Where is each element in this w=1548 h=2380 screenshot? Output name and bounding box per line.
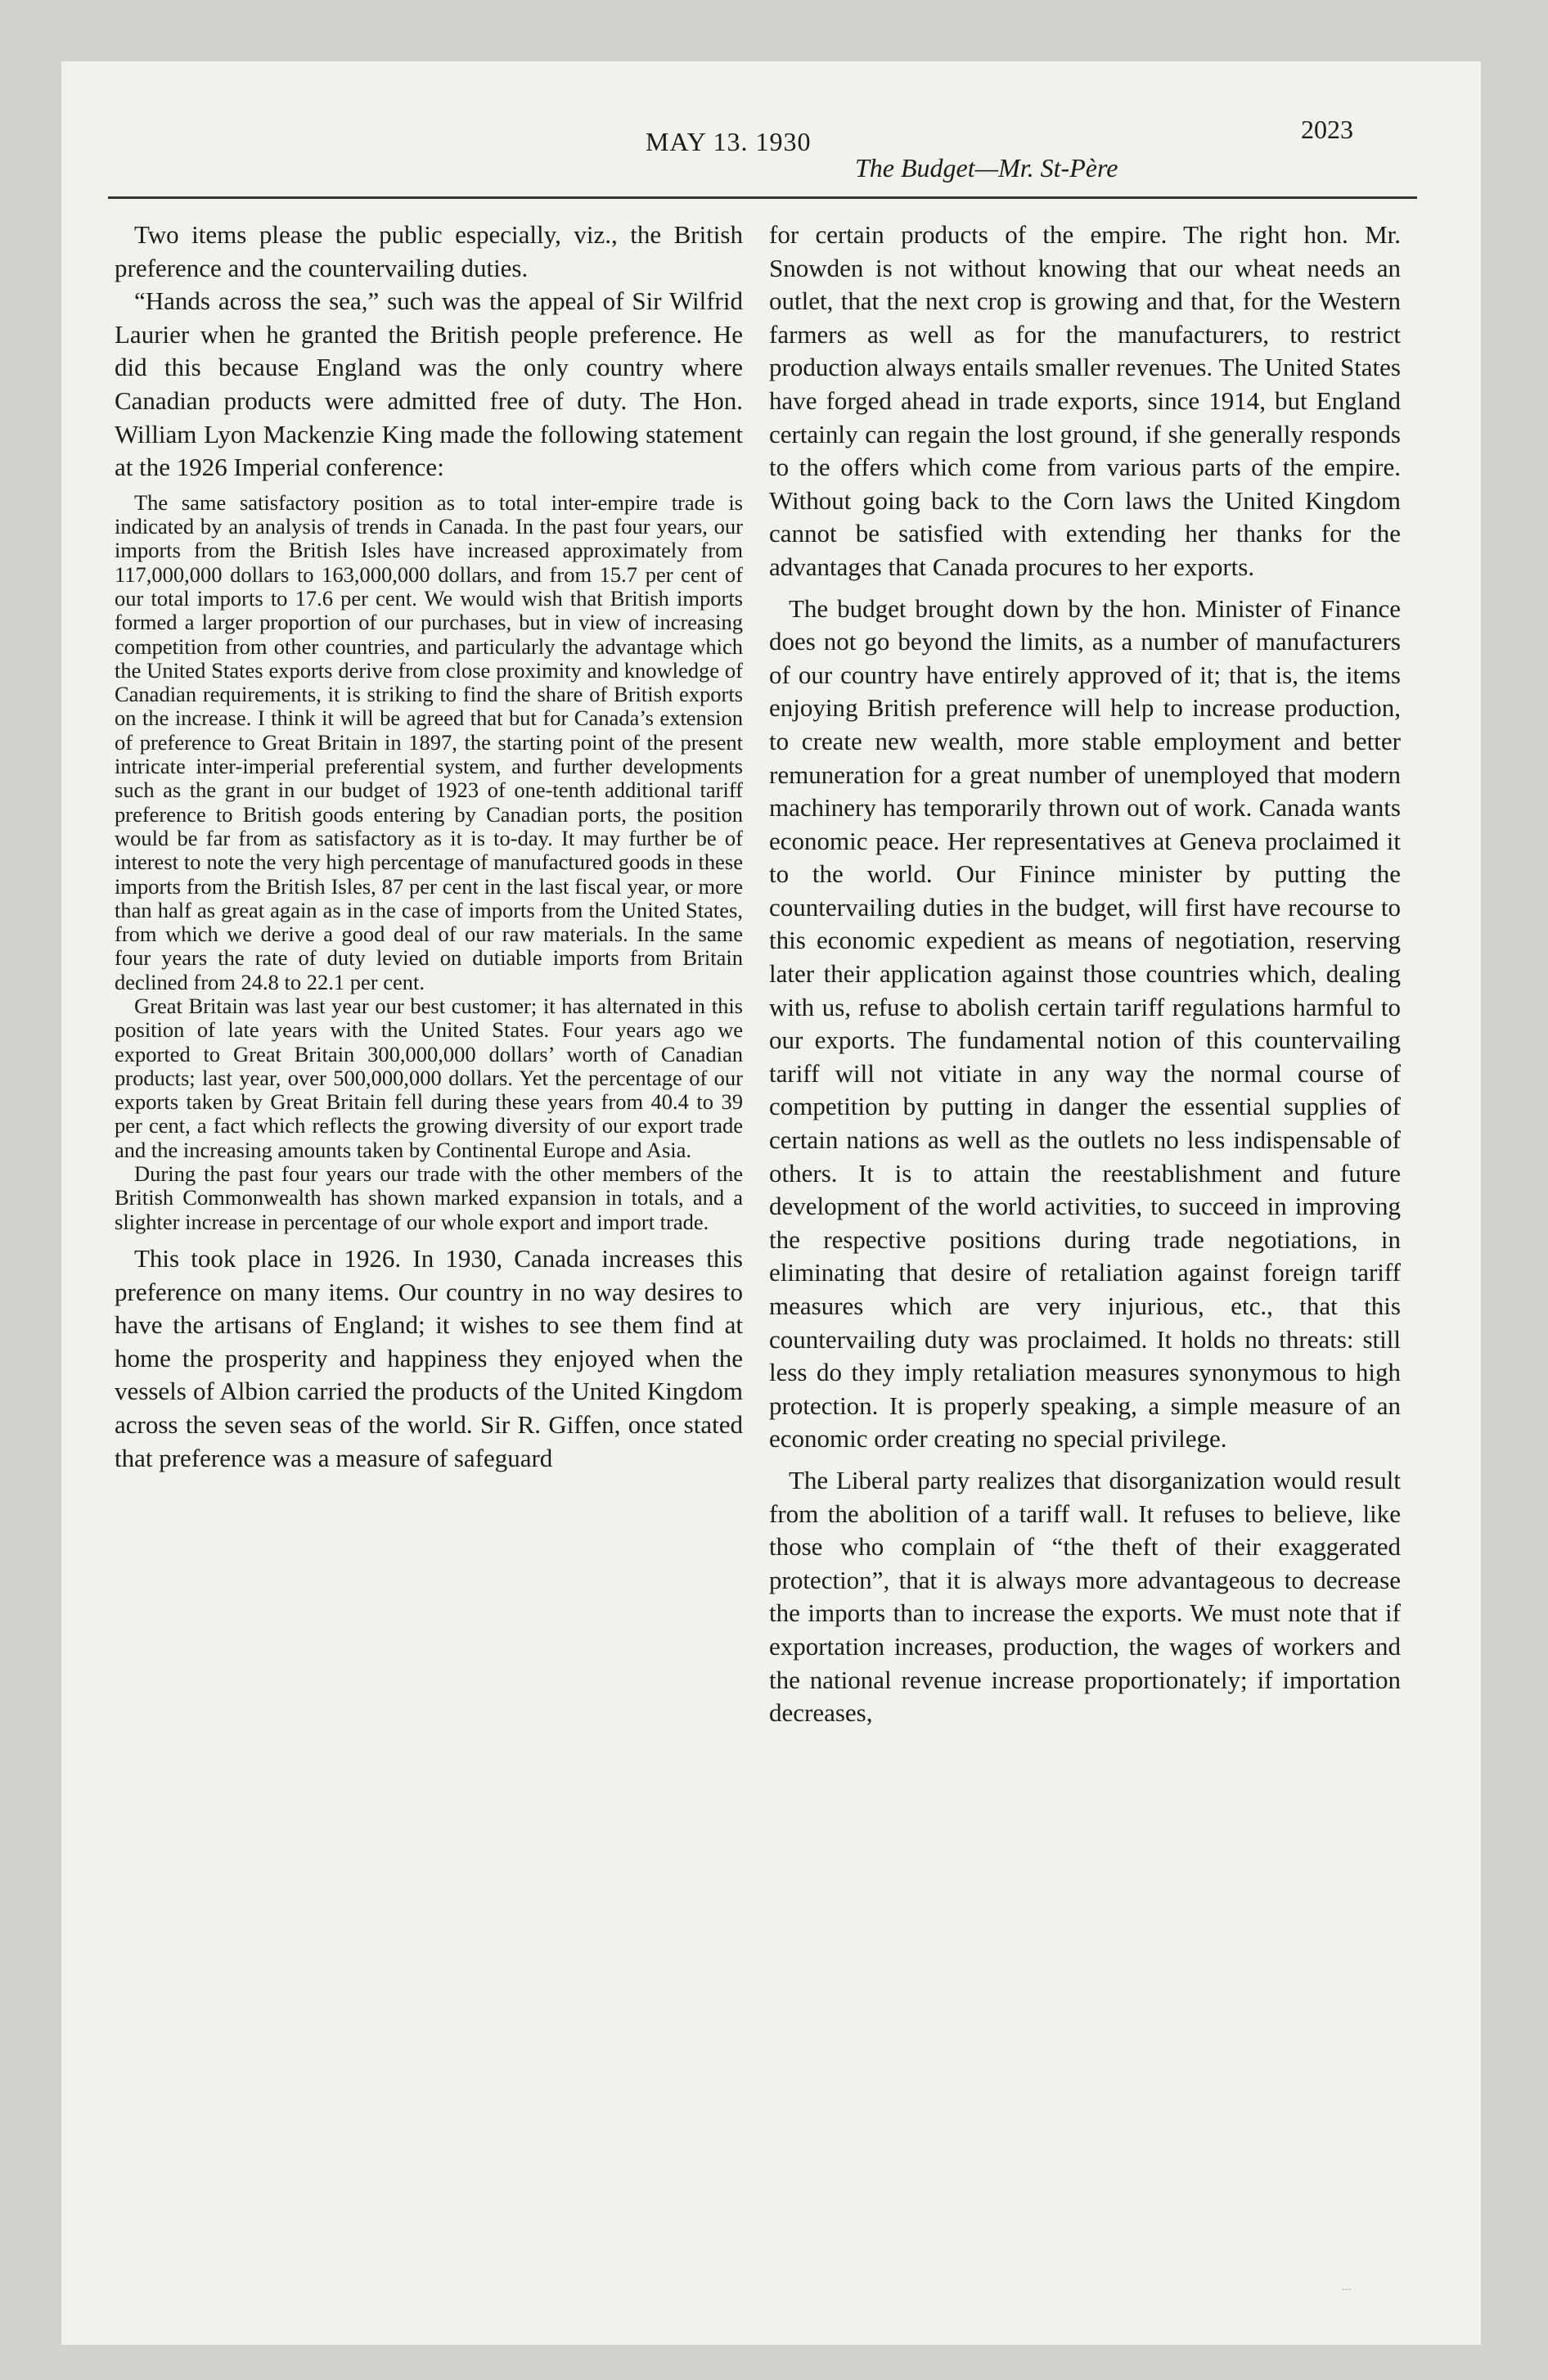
right-column bbox=[769, 219, 1401, 1730]
header-rule bbox=[108, 196, 1417, 199]
footer-mark: .... bbox=[1342, 2281, 1352, 2292]
header-date: MAY 13. 1930 bbox=[646, 127, 812, 156]
paragraph: This took place in 1926. In 1930, Canada increases this preference on many items. Our country in no way desires to have the artisans of England; it wishes to see them find at home the prosperity and happiness they enjoyed when the vessels of Albion carried the products of the United Kingdom across the seven seas of the world. Sir R. Giffen, once stated that preference was a measure of safeguard bbox=[115, 1243, 743, 1472]
block-quote: The same satisfactory position as to total inter-empire trade is indicated by an analysis of trends in Canada. In the past four years, our imports from the British Isles have increased approximately from 117,000,000 dollars to 163,000,000 dollars, and from 15.7 per cent of our total imports to 17.6 per cent. We would wish that British imports formed a larger proportion of our purchases, but in view of increasing competition from other countries, and particularly the advantage which the United States exports derive from close proximity and knowledge of Canadian requirements, it is striking to find the share of British exports on the increase. I think it will be agreed that but for Canada’s extension of preference to Great Britain in 1897, the starting point of the present intricate inter-imperial preferential system, and further developments such as the grant in our budget of 1923 of one-tenth additional tariff preference to British goods entering by Canadian ports, the position would be far from as satisfactory as it is to-day. It may further be of interest to note the very high percentage of manufactured goods in these imports from the British Isles, 87 per cent in the last fiscal year, or more than half as great again as in the case of imports from the United States, from which we derive a good deal of our raw materials. In the same four years the rate of duty levied on dutiable imports from Britain declined from 24.8 to 22.1 per cent. bbox=[115, 489, 743, 994]
header-running-title: The Budget—Mr. St-Père bbox=[855, 153, 1118, 183]
paragraph: for certain products of the empire. The right hon. Mr. Snowden is not without knowing that our wheat needs an outlet, that the next crop is growing and that, for the Western farmers as well as for the manufacturers, to restrict production always entails smaller revenues. The United States have forged ahead in trade exports, since 1914, but England certainly can regain the lost ground, if she generally responds to the offers which come from various parts of the empire. Without going back to the Corn laws the United Kingdom cannot be satisfied with extending her thanks for the advantages that Canada procures to her exports. bbox=[769, 220, 1401, 581]
paragraph: Two items please the public especially, viz., the British preference and the countervailing duties. bbox=[115, 220, 743, 282]
block-quote: Great Britain was last year our best customer; it has alternated in this position of late years with the United States. Four years ago we exported to Great Britain 300,000,000 dollars’ worth of Canadian products; last year, over 500,000,000 dollars. Yet the percentage of our exports taken by Great Britain fell during these years from 40.4 to 39 per cent, a fact which reflects the growing diversity of our export trade and the increasing amounts taken by Continental Europe and Asia. bbox=[115, 993, 743, 1162]
left-column bbox=[115, 219, 743, 1475]
document-page bbox=[61, 61, 1481, 2345]
paragraph: “Hands across the sea,” such was the appeal of Sir Wilfrid Laurier when he granted the British people preference. He did this because England was the only country where Canadian products were admitted free of duty. The Hon. William Lyon Mackenzie King made the following statement at the 1926 Imperial conference: bbox=[115, 286, 743, 482]
paragraph: The Liberal party realizes that disorganization would result from the abolition of a tariff wall. It refuses to believe, like those who complain of “the theft of their exaggerated protection”, that it is always more advantageous to decrease the imports than to increase the exports. We must note that if exportation increases, production, the wages of workers and the national revenue increase proportionately; if importation decreases, bbox=[769, 1465, 1401, 1728]
block-quote: During the past four years our trade with the other members of the British Commonwealth has shown marked expansion in totals, and a slighter increase in percentage of our whole export and import trade. bbox=[115, 1161, 743, 1234]
paragraph: The budget brought down by the hon. Minister of Finance does not go beyond the limits, as a number of manufacturers of our country have entirely approved of it; that is, the items enjoying British preference will help to increase production, to create new wealth, more stable employment and better remuneration for a great number of unemployed that modern machinery has temporarily thrown out of work. Canada wants economic peace. Her representatives at Geneva proclaimed it to the world. Our Finince minister by putting the countervailing duties in the budget, will first have recourse to this economic expedient as means of negotiation, reserving later their application against those countries which, dealing with us, refuse to abolish certain tariff regulations harmful to our exports. The fundamental notion of this countervailing tariff will not vitiate in any way the normal course of competition by putting in danger the essential supplies of certain nations as well as the outlets no less indispensable of others. It is to attain the reestablishment and future development of the world activities, to succeed in improving the respective positions during trade negotiations, in eliminating that desire of retaliation against foreign tariff measures which are very injurious, etc., that this countervailing duty was proclaimed. It holds no threats: still less do they imply retaliation measures synonymous to high protection. It is properly speaking, a simple measure of an economic order creating no special privilege. bbox=[769, 593, 1401, 1454]
header-page-number: 2023 bbox=[1301, 115, 1353, 144]
